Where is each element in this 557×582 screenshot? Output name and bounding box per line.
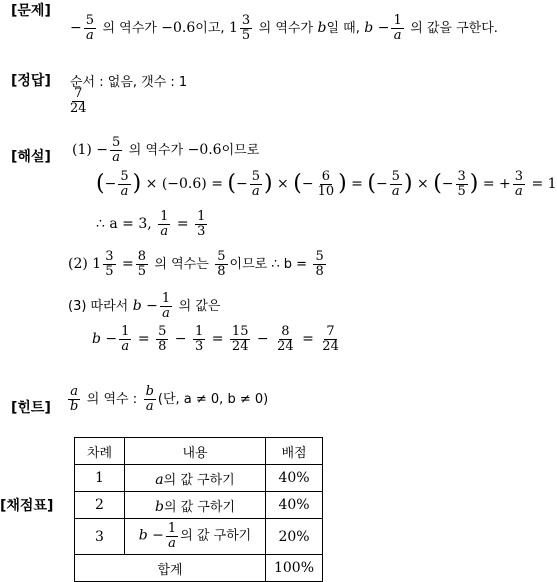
- table-row: 2 b의 값 구하기 40%: [75, 492, 323, 519]
- solution-equation-1: (− $\frac{5}{a}$ ) × (−0.6) = (− $\frac{5}{a}$ ) × (− $\frac{6}{10}$ ) = (− $\frac{5}{a}$ ) × (− $\frac{3}{5}$ ) = + $\frac{3}{a}$ = 1: [96, 169, 557, 199]
- solution-step-1: (1) − $\frac{5}{a}$ 의 역수가 −0.6이므로: [72, 135, 260, 165]
- solution-step-2: (2) 1 $\frac{3}{5}$ = $\frac{8}{5}$ 의 역수는 $\frac{5}{8}$ 이므로 ∴ b = $\frac{5}{8}$: [68, 249, 324, 279]
- table-header-row: [75, 438, 323, 465]
- fraction: $\frac{3}{5}$: [241, 13, 251, 43]
- problem-label: [문제]: [11, 3, 51, 19]
- total-points: 100%: [266, 555, 323, 582]
- fraction: $\frac{5}{a}$: [85, 13, 95, 43]
- scoring-label: [채점표]: [0, 498, 54, 514]
- table-row: 1 a의 값 구하기 40%: [75, 465, 323, 492]
- hint-label: [힌트]: [11, 400, 51, 416]
- answer-label: [정답]: [11, 73, 51, 89]
- table-row: 3 b − $\frac{1}{a}$ 의 값 구하기 20%: [75, 519, 323, 555]
- content-cell: b − $\frac{1}{a}$ 의 값 구하기: [125, 519, 266, 555]
- header-cell: 배점: [266, 438, 323, 465]
- total-label: 합계: [75, 555, 266, 582]
- content-cell: a의 값 구하기: [125, 465, 266, 492]
- fraction: $\frac{1}{a}$: [393, 13, 402, 43]
- answer-meta: 순서 : 없음, 갯수 : 1: [70, 75, 188, 90]
- header-cell: 내용: [125, 438, 266, 465]
- hint-text: $\frac{a}{b}$ 의 역수 : $\frac{b}{a}$ (단, a ≠ 0, b ≠ 0): [70, 384, 269, 414]
- content-cell: b의 값 구하기: [125, 492, 266, 519]
- solution-result-1: ∴ a = 3, $\frac{1}{a}$ = $\frac{1}{3}$: [96, 209, 206, 239]
- scoring-table: [74, 437, 323, 582]
- table-total-row: [75, 555, 323, 582]
- solution-equation-3: b − $\frac{1}{a}$ = $\frac{5}{8}$ − $\frac{1}{3}$ = $\frac{15}{24}$ − $\frac{8}{24}$ = $\frac{7}{24}$: [92, 324, 339, 354]
- answer-value: $\frac{7}{24}$: [70, 86, 87, 116]
- header-cell: 차례: [75, 438, 125, 465]
- problem-statement: − $\frac{5}{a}$ 의 역수가 −0.6이고, 1 $\frac{3}{5}$ 의 역수가 b일 때, b − $\frac{1}{a}$ 의 값을 구한다.: [70, 13, 498, 43]
- solution-step-3: (3) 따라서 b − $\frac{1}{a}$ 의 값은: [68, 291, 221, 321]
- solution-label: [해설]: [11, 149, 51, 165]
